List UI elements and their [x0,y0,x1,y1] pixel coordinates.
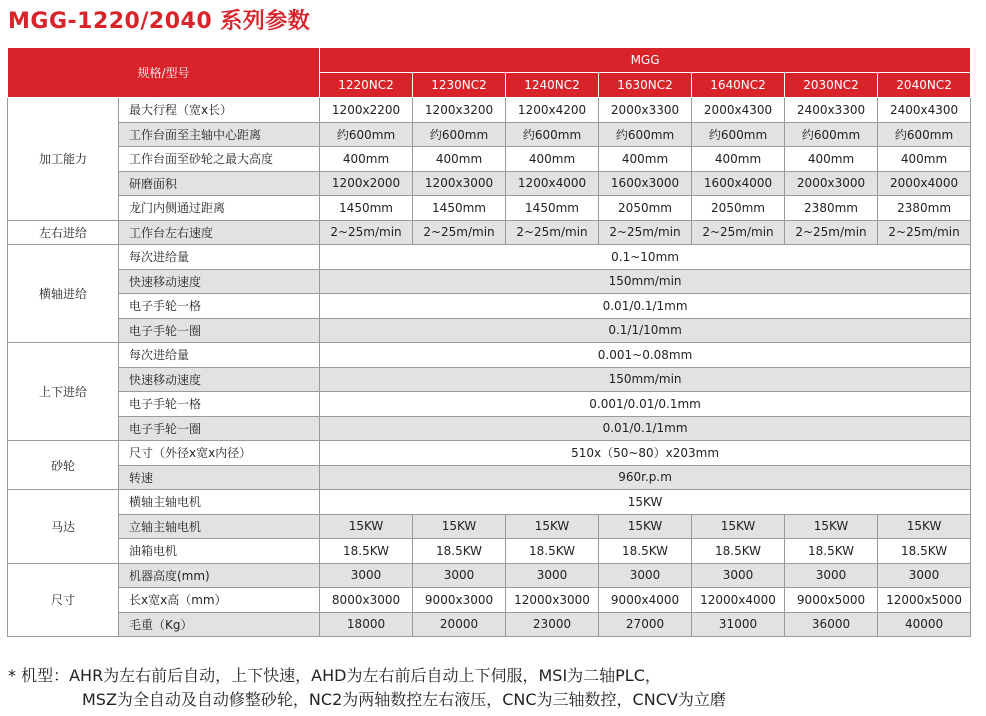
category-cell: 上下进给 [8,343,119,441]
table-row [8,539,971,564]
table-row [8,514,971,539]
param-cell: 立轴主轴电机 [119,514,320,539]
value-cell: 2~25m/min [785,220,878,245]
param-cell: 机器高度(mm) [119,563,320,588]
value-cell: 2~25m/min [506,220,599,245]
value-cell: 15KW [785,514,878,539]
footnote-line-1: * 机型：AHR为左右前后自动，上下快速，AHD为左右前后自动上下伺服，MSI为二轴PLC， [8,666,661,685]
value-cell: 9000x3000 [413,588,506,613]
model-header: 1630NC2 [599,73,692,98]
value-cell: 1450mm [413,196,506,221]
table-row [8,294,971,319]
category-cell: 马达 [8,490,119,564]
value-cell: 3000 [878,563,971,588]
value-cell: 8000x3000 [320,588,413,613]
table-row [8,392,971,417]
param-cell: 油箱电机 [119,539,320,564]
table-row [8,220,971,245]
merged-value-cell: 0.01/0.1/1mm [320,294,971,319]
value-cell: 31000 [692,612,785,637]
value-cell: 约600mm [878,122,971,147]
value-cell: 2~25m/min [413,220,506,245]
merged-value-cell: 0.001/0.01/0.1mm [320,392,971,417]
value-cell: 18.5KW [878,539,971,564]
value-cell: 400mm [878,147,971,172]
value-cell: 2~25m/min [692,220,785,245]
table-row [8,269,971,294]
page-title: MGG-1220/2040 系列参数 [8,9,311,34]
param-cell: 长x宽x高（mm） [119,588,320,613]
category-cell: 尺寸 [8,563,119,637]
param-cell: 每次进给量 [119,343,320,368]
value-cell: 400mm [599,147,692,172]
category-cell: 左右进给 [8,220,119,245]
param-cell: 电子手轮一格 [119,392,320,417]
value-cell: 15KW [413,514,506,539]
value-cell: 27000 [599,612,692,637]
merged-value-cell: 15KW [320,490,971,515]
table-row [8,612,971,637]
value-cell: 2000x4000 [878,171,971,196]
value-cell: 2~25m/min [599,220,692,245]
param-cell: 快速移动速度 [119,269,320,294]
model-header: 2040NC2 [878,73,971,98]
model-header: 1230NC2 [413,73,506,98]
param-cell: 快速移动速度 [119,367,320,392]
value-cell: 1200x4200 [506,98,599,123]
value-cell: 2000x4300 [692,98,785,123]
value-cell: 400mm [413,147,506,172]
value-cell: 18.5KW [320,539,413,564]
param-cell: 电子手轮一圈 [119,416,320,441]
merged-value-cell: 150mm/min [320,269,971,294]
value-cell: 15KW [878,514,971,539]
value-cell: 12000x3000 [506,588,599,613]
value-cell: 1600x4000 [692,171,785,196]
footnote [8,664,726,712]
table-row [8,343,971,368]
value-cell: 约600mm [692,122,785,147]
value-cell: 3000 [599,563,692,588]
param-cell: 龙门内侧通过距离 [119,196,320,221]
value-cell: 18000 [320,612,413,637]
value-cell: 2~25m/min [320,220,413,245]
param-cell: 工作台面至主轴中心距离 [119,122,320,147]
table-row [8,318,971,343]
value-cell: 2000x3300 [599,98,692,123]
table-row [8,367,971,392]
value-cell: 约600mm [413,122,506,147]
value-cell: 18.5KW [785,539,878,564]
value-cell: 2000x3000 [785,171,878,196]
value-cell: 2~25m/min [878,220,971,245]
param-cell: 工作台左右速度 [119,220,320,245]
merged-value-cell: 960r.p.m [320,465,971,490]
table-row [8,245,971,270]
value-cell: 12000x4000 [692,588,785,613]
param-cell: 工作台面至砂轮之最大高度 [119,147,320,172]
table-row [8,196,971,221]
value-cell: 约600mm [506,122,599,147]
value-cell: 3000 [506,563,599,588]
value-cell: 400mm [785,147,878,172]
value-cell: 1450mm [506,196,599,221]
value-cell: 18.5KW [506,539,599,564]
value-cell: 1200x3200 [413,98,506,123]
value-cell: 2380mm [785,196,878,221]
group-header: MGG [320,48,971,73]
value-cell: 约600mm [785,122,878,147]
value-cell: 15KW [506,514,599,539]
value-cell: 1200x2000 [320,171,413,196]
value-cell: 9000x4000 [599,588,692,613]
value-cell: 约600mm [320,122,413,147]
table-row [8,563,971,588]
value-cell: 400mm [506,147,599,172]
value-cell: 1600x3000 [599,171,692,196]
table-row [8,441,971,466]
param-cell: 转速 [119,465,320,490]
value-cell: 1200x2200 [320,98,413,123]
value-cell: 3000 [413,563,506,588]
value-cell: 400mm [692,147,785,172]
merged-value-cell: 0.001~0.08mm [320,343,971,368]
value-cell: 400mm [320,147,413,172]
table-row [8,588,971,613]
value-cell: 2050mm [692,196,785,221]
value-cell: 40000 [878,612,971,637]
model-header: 1240NC2 [506,73,599,98]
table-row [8,171,971,196]
value-cell: 18.5KW [599,539,692,564]
table-row [8,465,971,490]
merged-value-cell: 150mm/min [320,367,971,392]
merged-value-cell: 0.1~10mm [320,245,971,270]
param-cell: 最大行程（宽x长） [119,98,320,123]
value-cell: 15KW [692,514,785,539]
value-cell: 9000x5000 [785,588,878,613]
value-cell: 1200x4000 [506,171,599,196]
spec-model-header: 规格/型号 [8,48,320,98]
value-cell: 3000 [320,563,413,588]
param-cell: 每次进给量 [119,245,320,270]
category-cell: 砂轮 [8,441,119,490]
model-header: 2030NC2 [785,73,878,98]
param-cell: 研磨面积 [119,171,320,196]
category-cell: 横轴进给 [8,245,119,343]
param-cell: 横轴主轴电机 [119,490,320,515]
value-cell: 2050mm [599,196,692,221]
param-cell: 尺寸（外径x宽x内径） [119,441,320,466]
merged-value-cell: 510x（50~80）x203mm [320,441,971,466]
header-row-group [8,48,971,73]
value-cell: 15KW [320,514,413,539]
value-cell: 2380mm [878,196,971,221]
model-header: 1640NC2 [692,73,785,98]
value-cell: 15KW [599,514,692,539]
param-cell: 电子手轮一圈 [119,318,320,343]
value-cell: 20000 [413,612,506,637]
table-row [8,416,971,441]
merged-value-cell: 0.1/1/10mm [320,318,971,343]
value-cell: 约600mm [599,122,692,147]
value-cell: 3000 [785,563,878,588]
param-cell: 电子手轮一格 [119,294,320,319]
value-cell: 2400x3300 [785,98,878,123]
param-cell: 毛重（Kg） [119,612,320,637]
value-cell: 12000x5000 [878,588,971,613]
value-cell: 1200x3000 [413,171,506,196]
table-row [8,490,971,515]
value-cell: 36000 [785,612,878,637]
table-row [8,98,971,123]
merged-value-cell: 0.01/0.1/1mm [320,416,971,441]
spec-table [7,47,971,637]
footnote-line-2: MSZ为全自动及自动修整砂轮，NC2为两轴数控左右液压，CNC为三轴数控，CNCV为立磨 [82,690,726,709]
category-cell: 加工能力 [8,98,119,221]
value-cell: 18.5KW [692,539,785,564]
value-cell: 23000 [506,612,599,637]
value-cell: 18.5KW [413,539,506,564]
value-cell: 3000 [692,563,785,588]
value-cell: 2400x4300 [878,98,971,123]
table-row [8,147,971,172]
value-cell: 1450mm [320,196,413,221]
table-row [8,122,971,147]
model-header: 1220NC2 [320,73,413,98]
